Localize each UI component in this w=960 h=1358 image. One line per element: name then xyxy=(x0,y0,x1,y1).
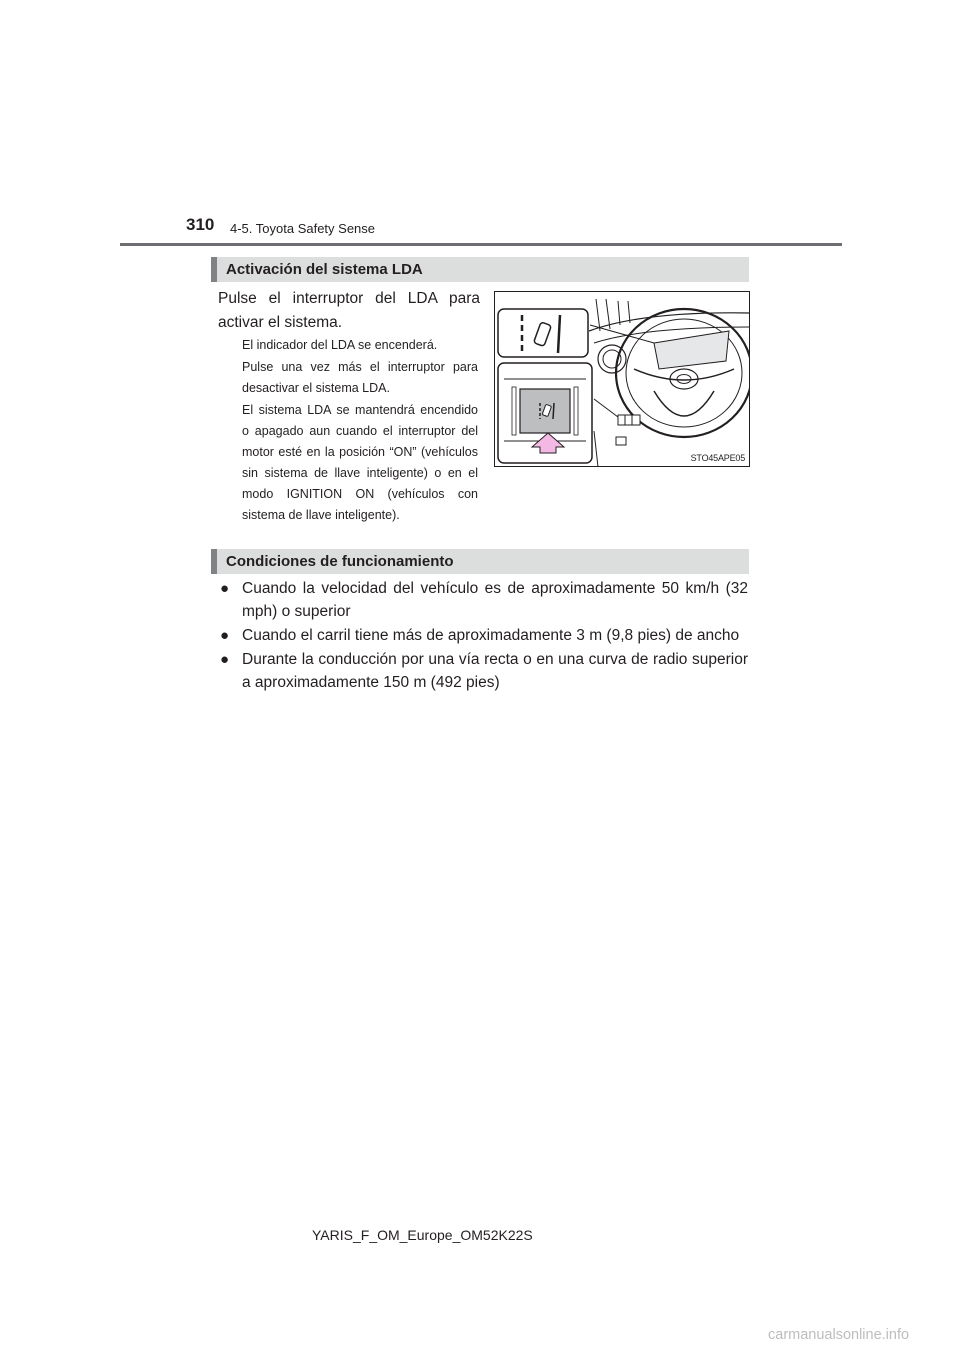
dashboard-illustration xyxy=(494,291,750,467)
activation-note-1: El indicador del LDA se encenderá. xyxy=(242,338,438,352)
figure-code: STO45APE05 xyxy=(690,453,745,463)
header-rule xyxy=(120,243,842,246)
activation-note-3: El sistema LDA se mantendrá encendido o apagado aun cuando el interruptor del motor esté en la posición “ON” (vehículos sin sistema de llave inteligente) o en el modo IGNITION ON (vehículos con sistema de llave inteligente). xyxy=(242,403,478,522)
conditions-list xyxy=(218,577,748,695)
activation-heading: Activación del sistema LDA xyxy=(211,257,749,282)
list-item xyxy=(218,577,748,623)
activation-lead: Pulse el interruptor del LDA para activar el sistema. xyxy=(218,290,480,331)
watermark: carmanualsonline.info xyxy=(768,1327,910,1343)
condition-text: Durante la conducción por una vía recta o en una curva de radio superior a aproximadamente 150 m (492 pies) xyxy=(242,651,748,691)
condition-text: Cuando el carril tiene más de aproximadamente 3 m (9,8 pies) de ancho xyxy=(242,627,740,644)
dashboard-drawing xyxy=(494,291,750,467)
section-label: 4-5. Toyota Safety Sense xyxy=(230,221,376,236)
bullet-icon: ● xyxy=(220,651,230,668)
document-id: YARIS_F_OM_Europe_OM52K22S xyxy=(312,1227,533,1243)
page-number: 310 xyxy=(186,215,215,234)
list-item xyxy=(218,648,748,694)
condition-text: Cuando la velocidad del vehículo es de aproximadamente 50 km/h (32 mph) o superior xyxy=(242,580,748,620)
activation-note-2: Pulse una vez más el interruptor para desactivar el sistema LDA. xyxy=(242,360,478,395)
bullet-icon: ● xyxy=(220,580,230,597)
list-item xyxy=(218,624,748,647)
conditions-heading: Condiciones de funcionamiento xyxy=(211,549,749,574)
bullet-icon: ● xyxy=(220,627,230,644)
